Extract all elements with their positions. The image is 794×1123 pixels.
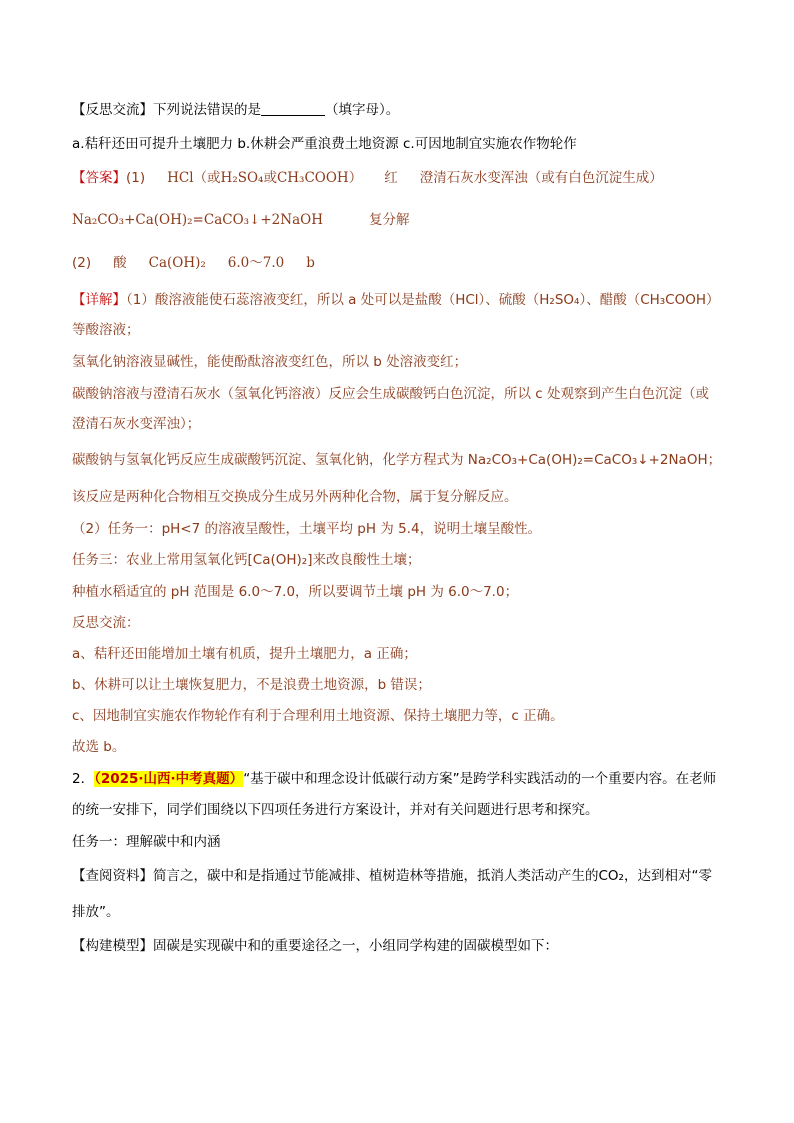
detail-p9: 反思交流： xyxy=(72,615,140,631)
answer-1-limewater: 澄清石灰水变浑浊（或有白色沉淀生成） xyxy=(419,170,663,186)
research-text-b: 排放”。 xyxy=(72,904,120,920)
detail-p1b: 等酸溶液； xyxy=(72,322,140,338)
reflect-question-hint: （填字母）。 xyxy=(325,102,400,118)
detail-p4: 碳酸钠与氢氧化钙反应生成碳酸钙沉淀、氢氧化钠，化学方程式为 Na₂CO₃+Ca(OH)₂=CaCO₃↓+2NaOH； xyxy=(72,452,722,468)
answer-line-3 xyxy=(72,253,315,273)
reflect-question-text: 下列说法错误的是 xyxy=(153,102,261,118)
detail-p13: 故选 b。 xyxy=(72,739,126,755)
detail-line-1 xyxy=(72,290,720,310)
answer-line-1 xyxy=(72,168,663,188)
question-2-number: 2． xyxy=(72,771,95,787)
detail-p1a: （1）酸溶液能使石蕊溶液变红，所以 a 处可以是盐酸（HCl）、硫酸（H₂SO₄）、醋酸（CH₃COOH） xyxy=(126,292,720,308)
answer-1-acid: HCl（或H₂SO₄或CH₃COOH） xyxy=(167,170,363,186)
answer-equation: Na₂CO₃+Ca(OH)₂=CaCO₃↓+2NaOH xyxy=(72,212,323,228)
answer-2-number: (2) xyxy=(72,255,92,271)
answer-2-acid: 酸 xyxy=(113,255,127,271)
answer-blank xyxy=(261,101,325,116)
answer-2-range: 6.0～7.0 xyxy=(227,255,285,271)
detail-p8: 种植水稻适宜的 pH 范围是 6.0～7.0，所以要调节土壤 pH 为 6.0～7.0； xyxy=(72,584,519,600)
question-2-text-a: “基于碳中和理念设计低碳行动方案”是跨学科实践活动的一个重要内容。在老师 xyxy=(243,771,717,787)
detail-p10: a、秸秆还田能增加土壤有机质，提升土壤肥力，a 正确； xyxy=(72,646,417,662)
detail-p3a: 碳酸钠溶液与澄清石灰水（氢氧化钙溶液）反应会生成碳酸钙白色沉淀，所以 c 处观察到产生白色沉淀（或 xyxy=(72,386,710,402)
answer-2-choice: b xyxy=(306,255,315,271)
detail-p5: 该反应是两种化合物相互交换成分生成另外两种化合物，属于复分解反应。 xyxy=(72,489,518,505)
reflect-label: 【反思交流】 xyxy=(72,102,153,118)
answer-2-base: Ca(OH)₂ xyxy=(148,255,206,271)
detail-p12: c、因地制宜实施农作物轮作有利于合理利用土地资源、保持土壤肥力等，c 正确。 xyxy=(72,708,564,724)
task-1-heading: 任务一：理解碳中和内涵 xyxy=(72,834,221,850)
answer-reaction-type: 复分解 xyxy=(368,212,410,228)
answer-label: 【答案】 xyxy=(72,170,126,186)
reflect-options: a.秸秆还田可提升土壤肥力 b.休耕会严重浪费土地资源 c.可因地制宜实施农作物轮作 xyxy=(72,136,577,152)
research-line xyxy=(72,866,712,886)
detail-p2: 氢氧化钠溶液显碱性，能使酚酞溶液变红色，所以 b 处溶液变红； xyxy=(72,354,468,370)
reflect-question-line xyxy=(72,100,399,120)
detail-p7: 任务三：农业上常用氢氧化钙[Ca(OH)₂]来改良酸性土壤； xyxy=(72,552,421,568)
model-line xyxy=(72,936,558,956)
question-2-line-1 xyxy=(72,769,716,789)
research-label: 【查阅资料】 xyxy=(72,868,153,884)
detail-label: 【详解】 xyxy=(72,292,126,308)
detail-p6: （2）任务一：pH<7 的溶液呈酸性，土壤平均 pH 为 5.4，说明土壤呈酸性。 xyxy=(72,521,542,537)
answer-1-color: 红 xyxy=(384,170,398,186)
model-text: 固碳是实现碳中和的重要途径之一，小组同学构建的固碳模型如下： xyxy=(153,938,558,954)
research-text-a: 简言之，碳中和是指通过节能减排、植树造林等措施，抵消人类活动产生的CO₂，达到相对“零 xyxy=(153,868,712,884)
detail-p3b: 澄清石灰水变浑浊）； xyxy=(72,416,201,432)
model-label: 【构建模型】 xyxy=(72,938,153,954)
answer-1-number: (1) xyxy=(126,170,146,186)
detail-p11: b、休耕可以让土壤恢复肥力，不是浪费土地资源，b 错误； xyxy=(72,677,431,693)
source-tag: （2025·山西·中考真题） xyxy=(94,771,244,787)
question-2-text-b: 的统一安排下，同学们围绕以下四项任务进行方案设计，并对有关问题进行思考和探究。 xyxy=(72,802,599,818)
answer-line-2 xyxy=(72,210,409,230)
